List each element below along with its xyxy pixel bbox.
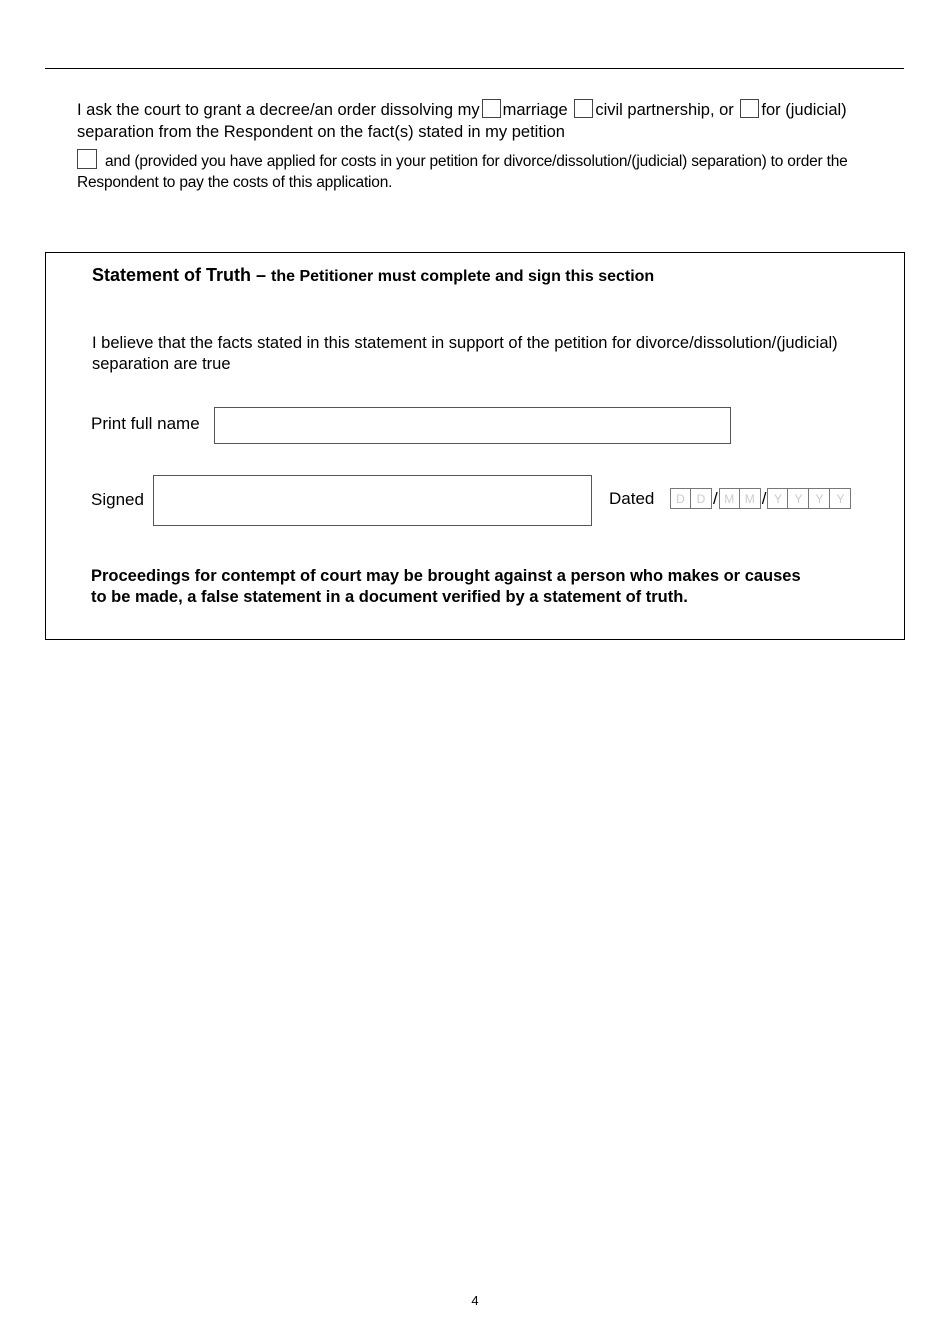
section-title: Statement of Truth – the Petitioner must complete and sign this section bbox=[92, 265, 655, 285]
month-boxes[interactable] bbox=[719, 488, 761, 509]
section-subtitle: the Petitioner must complete and sign this section bbox=[271, 268, 655, 285]
civil-partnership-label: civil partnership, or bbox=[595, 101, 734, 119]
name-label: Print full name bbox=[91, 414, 200, 433]
belief-statement: I believe that the facts stated in this statement in support of the petition for divorce/dissolution/(judicial) separation are true bbox=[92, 334, 838, 373]
signed-label: Signed bbox=[91, 490, 144, 509]
request-text-cont: separation from the Respondent on the fact(s) stated in my petition bbox=[77, 123, 565, 141]
statement-of-truth-section bbox=[45, 252, 905, 640]
day-boxes[interactable] bbox=[670, 488, 712, 509]
year-digit[interactable]: Y bbox=[830, 488, 851, 509]
year-digit[interactable]: Y bbox=[788, 488, 809, 509]
marriage-label: marriage bbox=[502, 101, 568, 119]
day-digit[interactable]: D bbox=[670, 488, 691, 509]
divider bbox=[45, 68, 904, 69]
decree-request bbox=[77, 99, 907, 143]
month-digit[interactable]: M bbox=[740, 488, 761, 509]
year-digit[interactable]: Y bbox=[767, 488, 788, 509]
costs-text: and (provided you have applied for costs in your petition for divorce/dissolution/(judicial) separation) to order the Respondent to pay the costs of this application. bbox=[77, 153, 848, 191]
request-text: I ask the court to grant a decree/an order dissolving my bbox=[77, 101, 480, 119]
contempt-warning: Proceedings for contempt of court may be brought against a person who makes or causes to be made, a false statement in a document verified by a statement of truth. bbox=[91, 567, 801, 606]
month-digit[interactable]: M bbox=[719, 488, 740, 509]
dated-label: Dated bbox=[609, 489, 655, 508]
costs-request bbox=[77, 149, 907, 193]
judicial-separation-label: for (judicial) bbox=[761, 101, 847, 119]
date-input[interactable] bbox=[670, 488, 851, 509]
year-digit[interactable]: Y bbox=[809, 488, 830, 509]
judicial-separation-checkbox[interactable] bbox=[740, 99, 759, 118]
full-name-input[interactable] bbox=[214, 407, 731, 444]
year-boxes[interactable] bbox=[767, 488, 851, 509]
day-digit[interactable]: D bbox=[691, 488, 712, 509]
signature-input[interactable] bbox=[153, 475, 592, 526]
civil-partnership-checkbox[interactable] bbox=[574, 99, 593, 118]
date-separator: / bbox=[713, 488, 718, 508]
page-number: 4 bbox=[471, 1293, 479, 1308]
marriage-checkbox[interactable] bbox=[482, 99, 501, 118]
date-separator: / bbox=[761, 488, 767, 508]
costs-checkbox[interactable] bbox=[77, 149, 97, 169]
